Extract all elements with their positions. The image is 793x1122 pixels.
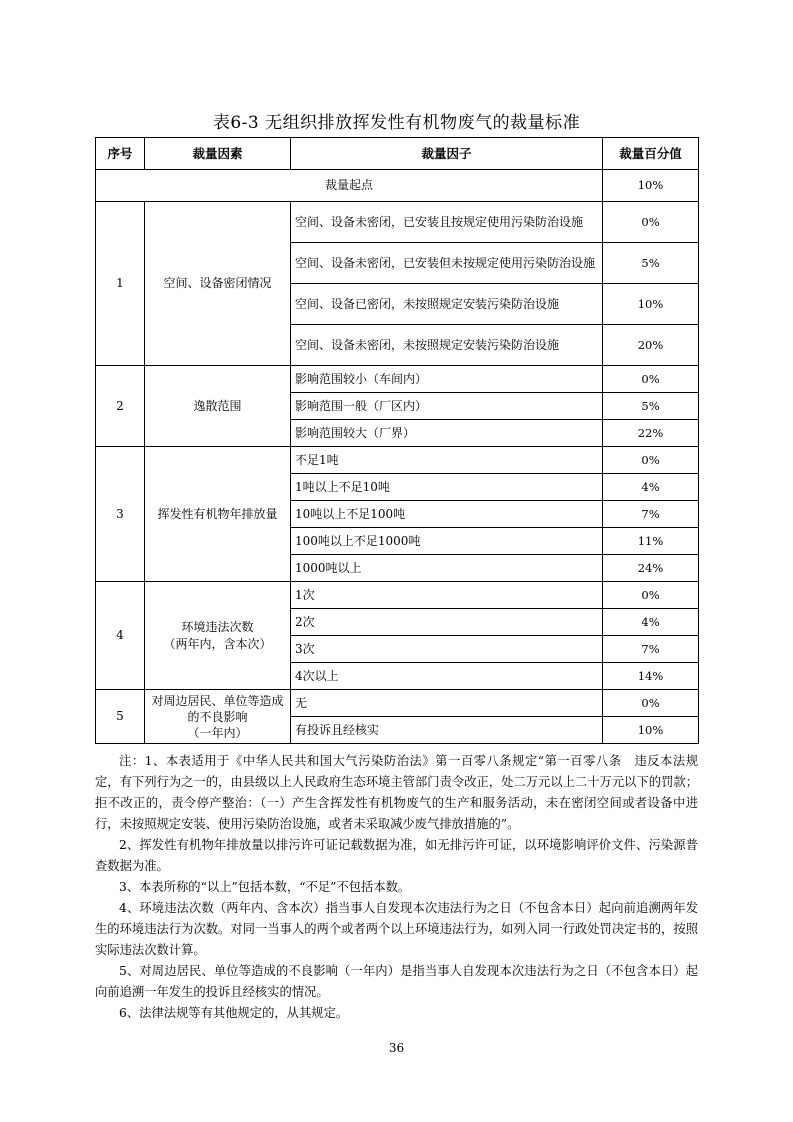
table-row <box>96 202 699 243</box>
percent-cell: 20% <box>603 325 699 366</box>
header-index: 序号 <box>96 138 145 170</box>
percent-cell: 22% <box>603 420 699 447</box>
note-paragraph: 5、对周边居民、单位等造成的不良影响（一年内）是指当事人自发现本次违法行为之日（不包含本日）起向前追溯一年发生的投诉且经核实的情况。 <box>95 964 698 999</box>
sub-factor-cell: 无 <box>291 690 603 717</box>
sub-factor-cell: 有投诉且经核实 <box>291 717 603 744</box>
percent-cell: 4% <box>603 474 699 501</box>
percent-cell: 5% <box>603 393 699 420</box>
percent-cell: 14% <box>603 663 699 690</box>
sub-factor-cell: 2次 <box>291 609 603 636</box>
group-index: 5 <box>96 690 145 744</box>
sub-factor-cell: 100吨以上不足1000吨 <box>291 528 603 555</box>
header-sub-factor: 裁量因子 <box>291 138 603 170</box>
sub-factor-cell: 不足1吨 <box>291 447 603 474</box>
header-percent: 裁量百分值 <box>603 138 699 170</box>
group-factor-note: （两年内，含本次） <box>163 636 272 651</box>
percent-cell: 10% <box>603 717 699 744</box>
group-factor-note: （一年内） <box>187 725 248 740</box>
table-row <box>96 582 699 609</box>
percent-cell: 7% <box>603 636 699 663</box>
sub-factor-cell: 空间、设备未密闭，未按照规定安装污染防治设施 <box>291 325 603 366</box>
table-row <box>96 447 699 474</box>
table-row <box>96 366 699 393</box>
percent-cell: 7% <box>603 501 699 528</box>
start-row <box>96 170 699 202</box>
table-notes <box>95 751 698 1024</box>
percent-cell: 0% <box>603 366 699 393</box>
note-paragraph: 6、法律法规等有其他规定的，从其规定。 <box>119 1006 349 1020</box>
note-paragraph: 注：1、本表适用于《中华人民共和国大气污染防治法》第一百零八条规定“第一百零八条 违反本法规定，有下列行为之一的，由县级以上人民政府生态环境主管部门责令改正，处二万元以上二十万元以下的罚款；拒不改正的，责令停产整治：（一）产生含挥发性有机物废气的生产和服务活动，未在密闭空间或者设备中进行，未按照规定安装、使用污染防治设施，或者未采取减少废气排放措施的”。 <box>95 754 698 831</box>
sub-factor-cell: 影响范围较大（厂界） <box>291 420 603 447</box>
sub-factor-cell: 1000吨以上 <box>291 555 603 582</box>
sub-factor-cell: 1吨以上不足10吨 <box>291 474 603 501</box>
group-index: 3 <box>96 447 145 582</box>
sub-factor-cell: 10吨以上不足100吨 <box>291 501 603 528</box>
sub-factor-cell: 影响范围较小（车间内） <box>291 366 603 393</box>
note-paragraph: 2、挥发性有机物年排放量以排污许可证记载数据为准，如无排污许可证，以环境影响评价文件、污染源普查数据为准。 <box>95 838 698 873</box>
group-factor-label: 对周边居民、单位等造成的不良影响 <box>151 693 284 724</box>
group-factor: 挥发性有机物年排放量 <box>145 447 291 582</box>
sub-factor-cell: 4次以上 <box>291 663 603 690</box>
group-index: 4 <box>96 582 145 690</box>
percent-cell: 10% <box>603 284 699 325</box>
sub-factor-cell: 空间、设备已密闭，未按照规定安装污染防治设施 <box>291 284 603 325</box>
percent-cell: 0% <box>603 447 699 474</box>
group-factor <box>145 690 291 744</box>
group-factor: 空间、设备密闭情况 <box>145 202 291 366</box>
header-factor: 裁量因素 <box>145 138 291 170</box>
percent-cell: 4% <box>603 609 699 636</box>
group-index: 1 <box>96 202 145 366</box>
start-label: 裁量起点 <box>96 170 603 202</box>
page-number: 36 <box>388 1041 405 1055</box>
percent-cell: 24% <box>603 555 699 582</box>
percent-cell: 11% <box>603 528 699 555</box>
group-factor-label: 环境违法次数 <box>181 619 254 634</box>
note-paragraph: 3、本表所称的“以上”包括本数，“不足”不包括本数。 <box>119 880 411 894</box>
sub-factor-cell: 空间、设备未密闭，已安装且按规定使用污染防治设施 <box>291 202 603 243</box>
penalty-table <box>95 137 699 744</box>
percent-cell: 0% <box>603 690 699 717</box>
start-value: 10% <box>603 170 699 202</box>
note-paragraph: 4、环境违法次数（两年内、含本次）指当事人自发现本次违法行为之日（不包含本日）起向前追溯两年发生的环境违法行为次数。对同一当事人的两个或者两个以上环境违法行为，如列入同一行政处罚决定书的，按照实际违法次数计算。 <box>95 901 698 957</box>
sub-factor-cell: 1次 <box>291 582 603 609</box>
table-title: 表6-3 无组织排放挥发性有机物废气的裁量标准 <box>212 113 581 133</box>
sub-factor-cell: 影响范围一般（厂区内） <box>291 393 603 420</box>
sub-factor-cell: 空间、设备未密闭，已安装但未按规定使用污染防治设施 <box>291 243 603 284</box>
percent-cell: 0% <box>603 202 699 243</box>
table-row <box>96 690 699 717</box>
percent-cell: 0% <box>603 582 699 609</box>
sub-factor-cell: 3次 <box>291 636 603 663</box>
group-factor: 逸散范围 <box>145 366 291 447</box>
percent-cell: 5% <box>603 243 699 284</box>
group-index: 2 <box>96 366 145 447</box>
group-factor <box>145 582 291 690</box>
table-header-row <box>96 138 699 170</box>
